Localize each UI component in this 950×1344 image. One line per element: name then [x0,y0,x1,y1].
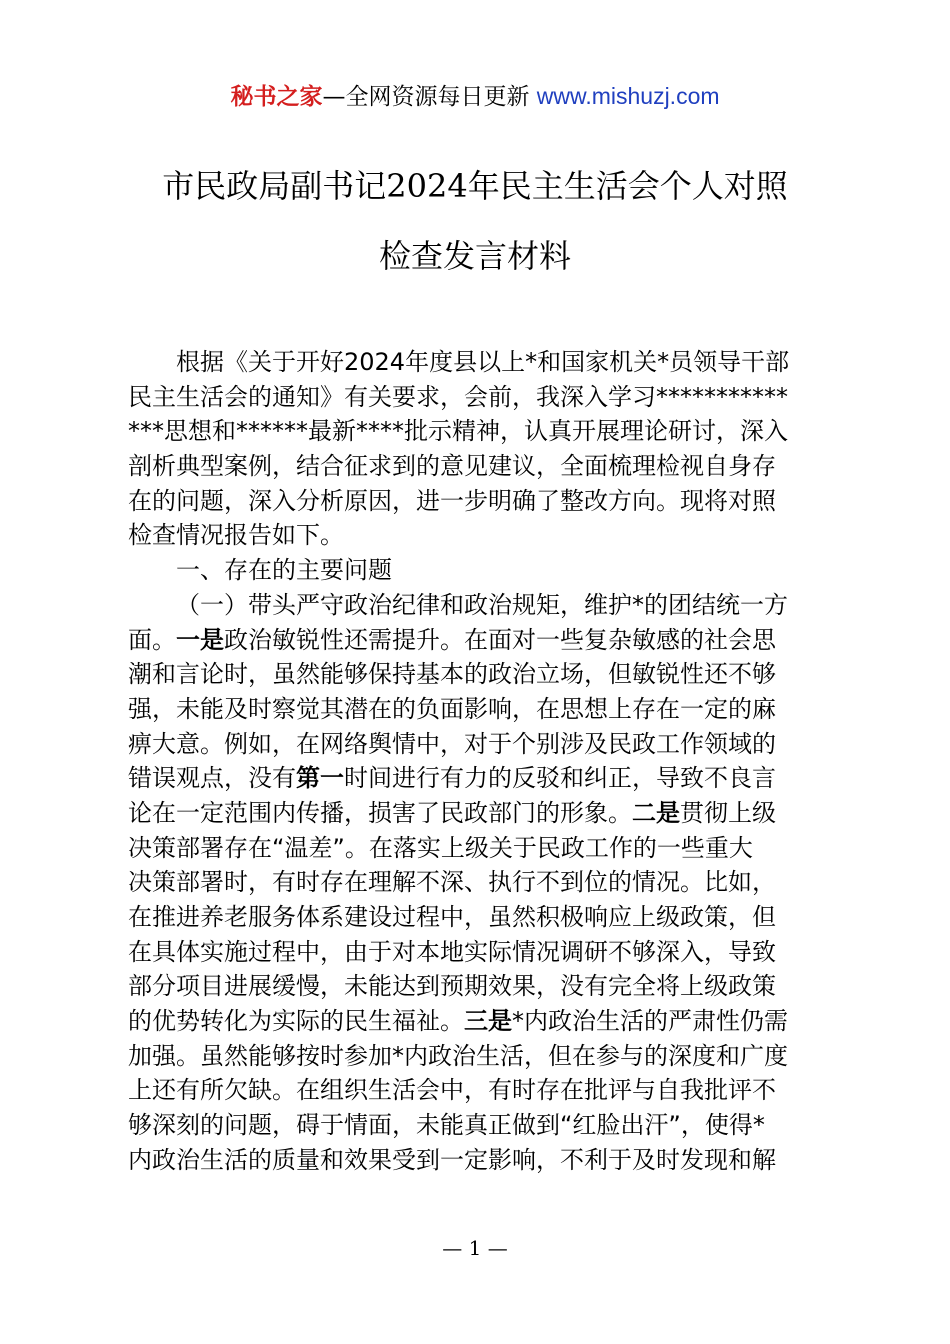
paragraph-line: 潮和言论时，虽然能够保持基本的政治立场，但敏锐性还不够 [128,660,776,689]
section-heading: 一、存在的主要问题 [176,556,392,585]
paragraph-line: 在推进养老服务体系建设过程中，虽然积极响应上级政策，但 [128,903,776,931]
paragraph-line [128,623,832,658]
paragraph-line: 内政治生活的质量和效果受到一定影响，不利于及时发现和解 [128,1145,776,1174]
bold-marker: 二是 [632,798,680,827]
paragraph-line [128,796,832,831]
paragraph-line: 在具体实施过程中，由于对本地实际情况调研不够深入，导致 [128,937,776,966]
paragraph-line: 根据《关于开好2024年度县以上*和国家机关*员领导干部 [176,348,790,376]
header-tagline: —全网资源每日更新 [322,84,537,110]
site-header [0,80,950,113]
site-url-link[interactable]: www.mishuzj.com [536,83,720,109]
paragraph-line: 上还有所欠缺。在组织生活会中，有时存在批评与自我批评不 [128,1076,776,1105]
paragraph-line [128,1004,832,1039]
document-title-line-1: 市民政局副书记2024年民主生活会个人对照 [162,167,788,205]
brand-name: 秘书之家 [230,84,323,110]
bold-marker: 一是 [176,625,224,654]
text-run: *内政治生活的严肃性仍需 [512,1007,788,1036]
paragraph-line: ***思想和******最新****批示精神，认真开展理论研讨，深入 [128,417,788,446]
text-run: 面。 [128,625,176,654]
paragraph-line: 在的问题，深入分析原因，进一步明确了整改方向。现将对照 [128,486,776,515]
text-run: 贯彻上级 [680,798,776,827]
paragraph-line: 部分项目进展缓慢，未能达到预期效果，没有完全将上级政策 [128,972,776,1001]
paragraph-line: 决策部署时，有时存在理解不深、执行不到位的情况。比如， [128,868,776,897]
bold-marker: 第一 [296,764,344,793]
document-title-line-2: 检查发言材料 [378,237,571,275]
paragraph-line: 民主生活会的通知》有关要求，会前，我深入学习*********** [128,382,788,411]
paragraph-line: 决策部署存在“温差”。在落实上级关于民政工作的一些重大 [128,833,753,862]
paragraph-line: 加强。虽然能够按时参加*内政治生活，但在参与的深度和广度 [128,1041,788,1070]
bold-marker: 三是 [464,1007,512,1036]
paragraph-line: 够深刻的问题，碍于情面，未能真正做到“红脸出汗”，使得* [128,1111,765,1140]
text-run: 论在一定范围内传播，损害了民政部门的形象。 [128,798,632,827]
paragraph-line [128,761,832,796]
paragraph-line: 强，未能及时察觉其潜在的负面影响，在思想上存在一定的麻 [128,694,776,723]
paragraph-line: 痹大意。例如，在网络舆情中，对于个别涉及民政工作领域的 [128,729,776,758]
text-run: 政治敏锐性还需提升。在面对一些复杂敏感的社会思 [224,625,776,654]
page-number: — 1 — [442,1236,508,1260]
subsection-heading: （一）带头严守政治纪律和政治规矩，维护*的团结统一方 [176,590,788,619]
document-body [128,345,832,1178]
text-run: 错误观点，没有 [128,764,296,793]
paragraph-line: 检查情况报告如下。 [128,521,344,550]
text-run: 时间进行有力的反驳和纠正，导致不良言 [344,764,776,793]
text-run: 的优势转化为实际的民生福祉。 [128,1007,464,1036]
paragraph-line: 剖析典型案例，结合征求到的意见建议，全面梳理检视自身存 [128,452,776,481]
